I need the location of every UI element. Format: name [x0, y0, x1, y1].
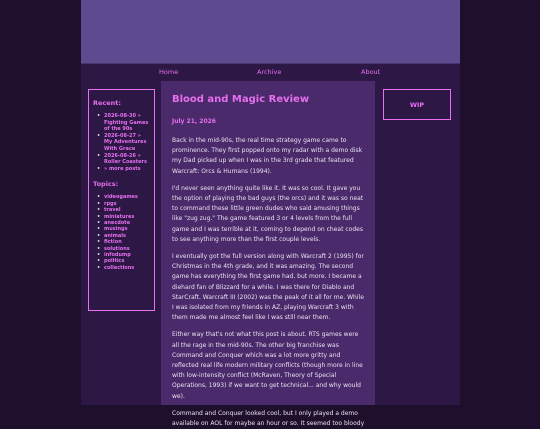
topic-link[interactable]: • anecdote	[104, 220, 150, 226]
post-content	[161, 81, 375, 428]
topic-link[interactable]: • fiction	[104, 239, 150, 245]
topic-link[interactable]: • miniatures	[104, 214, 150, 220]
recent-post-link[interactable]: • 2026-08-30 » Fighting Games of the 90s	[104, 113, 150, 133]
nav-link-archive[interactable]: Archive	[257, 68, 282, 76]
post-paragraph: Back in the mid-90s, the real time strategy game came to prominence. They first popped onto my radar with a demo disk my Dad picked up when I was in the 3rd grade that featured Warcraft: Orcs & Humans (1994).	[172, 137, 363, 175]
top-nav	[81, 63, 460, 81]
recent-post-link[interactable]: • 2026-08-27 » My Adventures With Grace	[104, 133, 150, 153]
topic-link[interactable]: • infodump	[104, 252, 150, 258]
topic-link[interactable]: • politics	[104, 258, 150, 264]
post-date: July 21, 2026	[172, 118, 216, 125]
topic-link[interactable]: • rpgs	[104, 201, 150, 207]
nav-link-about[interactable]: About	[361, 68, 381, 76]
topic-link[interactable]: • solutions	[104, 246, 150, 252]
nav-link-home[interactable]: Home	[159, 68, 179, 76]
recent-heading: Recent:	[93, 99, 122, 107]
recent-post-link[interactable]: • 2026-08-26 » Roller Coasters	[104, 153, 150, 166]
more-posts-link[interactable]: • » more posts	[104, 166, 150, 173]
right-sidebar-column	[375, 81, 460, 405]
left-sidebar-box	[88, 89, 155, 311]
post-paragraph: I'd never seen anything quite like it. It was so cool. It gave you the option of playing the bad guys (the orcs) and it was so neat to command these little green dudes who said amusing things like "zug zug." The game featured 3 or 4 levels from the full game and I was terrible at it, coming to depend on cheat codes to see anything more than the first couple levels.	[172, 184, 364, 243]
recent-posts-list	[93, 113, 150, 172]
post-paragraph: Either way that's not what this post is about. RTS games were all the rage in the mid-90s. The other big franchise was Command and Conquer which was a lot more gritty and reflected real life modern military conflicts (though more in line with low-intensity conflict (McRaven, Theory of Special Operations, 1993) if we want to get technical... and why would we).	[172, 331, 363, 400]
topic-link[interactable]: • travel	[104, 207, 150, 213]
topic-link[interactable]: • animals	[104, 233, 150, 239]
post-paragraph: I eventually got the full version along with Warcraft 2 (1995) for Christmas in the 4th grade, and it was amazing. The second game has everything the first game had, but more. I became a diehard fan of Blizzard for a while. I was there for Diablo and StarCraft. Warcraft III (2002) was the peak of it all for me. While I was isolated from my friends in AZ, playing Warcraft 3 with them made me almost feel like I was still near them.	[172, 253, 364, 322]
topic-link[interactable]: • musings	[104, 226, 150, 232]
post-paragraph: Command and Conquer looked cool, but I only played a demo available on AOL for maybe an hour or so. It seemed too bloody	[172, 409, 365, 428]
post-title: Blood and Magic Review	[172, 94, 310, 105]
topics-heading: Topics:	[93, 180, 119, 189]
topics-list	[93, 194, 150, 271]
wip-box	[383, 89, 451, 120]
topic-link[interactable]: • collections	[104, 265, 150, 271]
wip-label: WIP	[409, 100, 425, 109]
topic-link[interactable]: • videogames	[104, 194, 150, 200]
header-banner	[81, 0, 460, 63]
